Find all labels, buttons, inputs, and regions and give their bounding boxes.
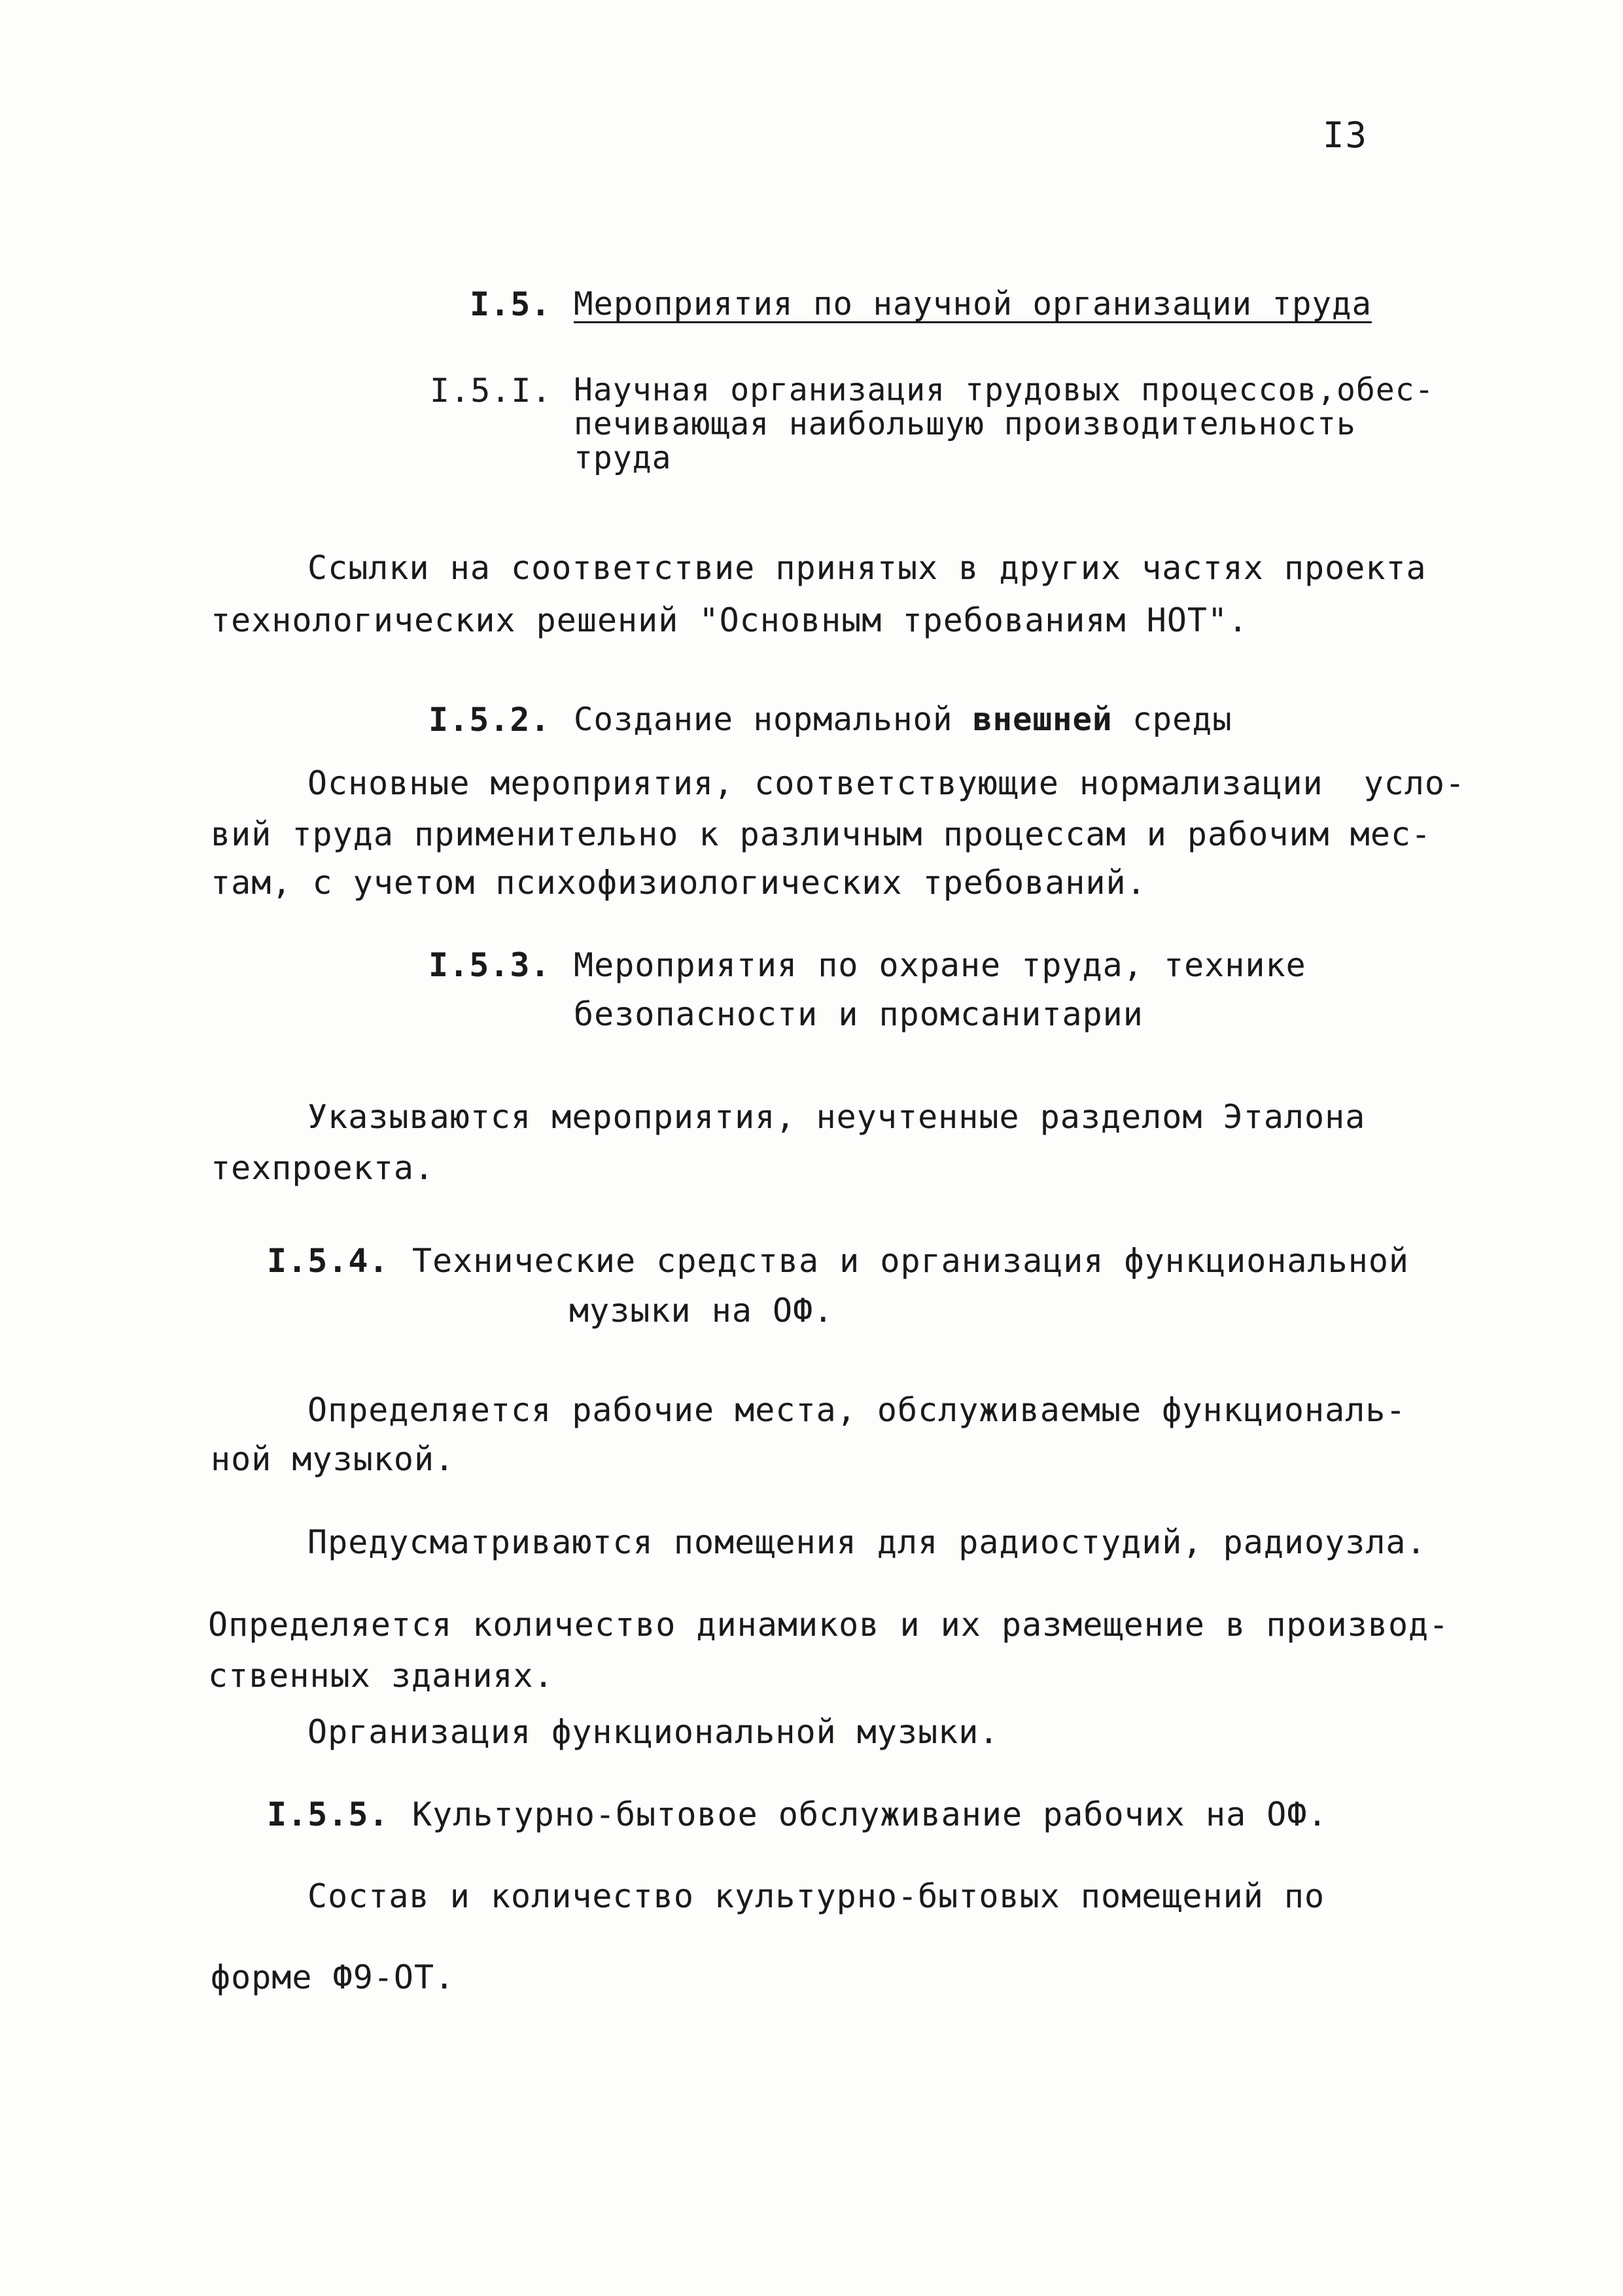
section-1-5-2-title-bold: внешней: [973, 701, 1113, 738]
section-1-5-2-title-prefix: Создание нормальной: [574, 701, 953, 738]
section-1-5-1-title-line-3: труда: [574, 440, 672, 476]
section-1-5-3-body-line-2: техпроекта.: [211, 1149, 435, 1187]
section-1-5-3-number: I.5.3.: [428, 946, 551, 984]
section-1-5-4-body-line-2: ной музыкой.: [211, 1440, 455, 1478]
section-1-5-4-body-line-5: ственных зданиях.: [208, 1657, 554, 1695]
section-1-5-1-title-line-2: печивающая наибольшую производительность: [574, 406, 1356, 442]
section-1-5-4-body-line-1: Определяется рабочие места, обслуживаемые функциональ-: [307, 1391, 1406, 1429]
section-1-5-2-title: [574, 701, 1232, 738]
section-1-5-5-title: Культурно-бытовое обслуживание рабочих на ОФ.: [412, 1795, 1328, 1833]
section-1-5-2-body-line-1: Основные мероприятия, соответствующие нормализации усло-: [307, 764, 1466, 802]
section-1-5-number: I.5.: [470, 285, 551, 323]
section-1-5-2-title-suffix: среды: [1132, 701, 1232, 738]
section-1-5-4-title-line-1: Технические средства и организация функциональной: [412, 1242, 1410, 1280]
section-1-5-4-body-line-6: Организация функциональной музыки.: [307, 1713, 1000, 1751]
section-1-5-title: Мероприятия по научной организации труда: [574, 285, 1372, 323]
section-1-5-5-body-line-2: форме Ф9-ОТ.: [211, 1958, 455, 1996]
section-1-5-4-body-line-4: Определяется количество динамиков и их размещение в производ-: [208, 1606, 1450, 1644]
section-1-5-2-body-line-2: вий труда применительно к различным процессам и рабочим мес-: [211, 815, 1432, 853]
section-1-5-2-body-line-3: там, с учетом психофизиологических требований.: [211, 864, 1147, 902]
section-1-5-4-title-line-2: музыки на ОФ.: [569, 1292, 834, 1330]
section-1-5-3-body-line-1: Указываются мероприятия, неучтенные разделом Эталона: [307, 1098, 1366, 1136]
section-1-5-1-title-line-1: Научная организация трудовых процессов,обес-: [574, 372, 1435, 408]
section-1-5-1-body-line-2: технологических решений "Основным требованиям НОТ".: [211, 601, 1249, 639]
section-1-5-4-body-line-3: Предусматриваются помещения для радиостудий, радиоузла.: [307, 1523, 1427, 1561]
section-1-5-1-number: I.5.I.: [430, 372, 552, 410]
section-1-5-5-number: I.5.5.: [267, 1795, 389, 1833]
section-1-5-1-body-line-1: Ссылки на соответствие принятых в других частях проекта: [307, 549, 1427, 587]
page-number: I3: [1323, 115, 1369, 156]
section-1-5-3-title-line-1: Мероприятия по охране труда, технике: [574, 946, 1306, 984]
section-1-5-4-number: I.5.4.: [267, 1242, 389, 1280]
section-1-5-3-title-line-2: безопасности и промсанитарии: [574, 995, 1143, 1033]
section-1-5-2-number: I.5.2.: [428, 701, 551, 739]
section-1-5-5-body-line-1: Состав и количество культурно-бытовых помещений по: [307, 1877, 1325, 1915]
